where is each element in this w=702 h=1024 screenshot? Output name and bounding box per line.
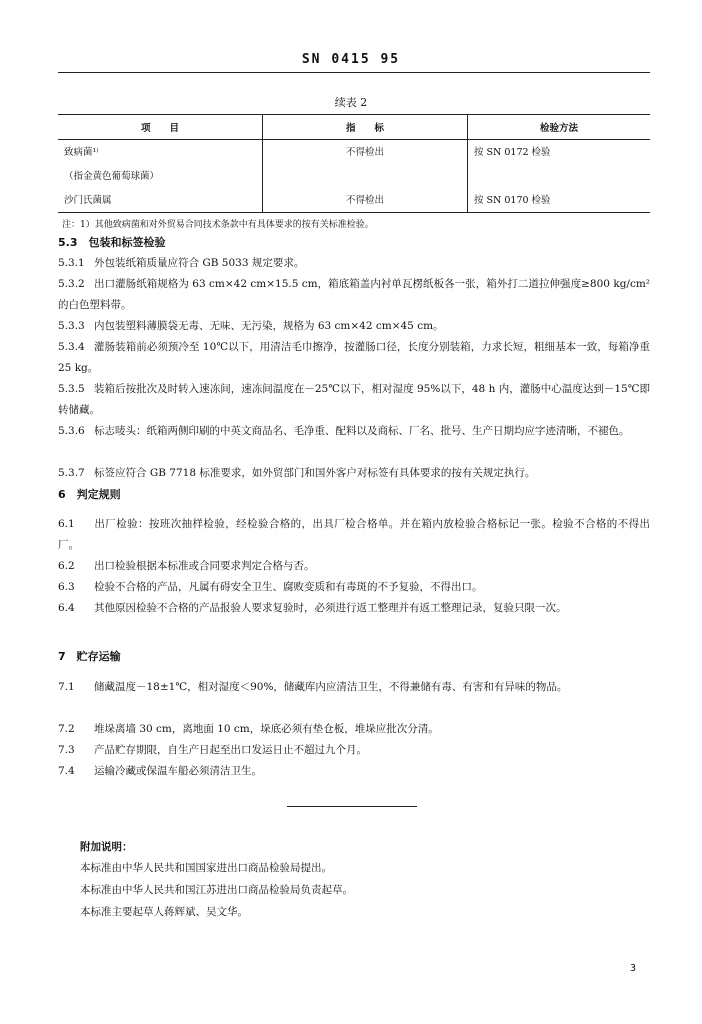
clause-text: 出口灌肠纸箱规格为 63 cm×42 cm×15.5 cm，箱底箱盖内衬单瓦楞纸板各一张，箱外打二道拉伸强度≥800 kg/cm² 的白色塑料带。 xyxy=(58,278,650,311)
clause-number: 6.3 xyxy=(58,581,75,593)
clause-6-4 xyxy=(58,598,650,619)
clause-5-3-7 xyxy=(58,463,650,484)
table-cell-method: 按 SN 0170 检验 xyxy=(468,188,651,213)
table-cell-spec xyxy=(263,164,468,188)
appendix-line: 本标准由中华人民共和国江苏进出口商品检验局负责起草。 xyxy=(80,884,353,896)
standard-code-header: SN 0415 95 xyxy=(301,52,401,67)
clause-text: 灌肠装箱前必须预冷至 10℃以下，用清洁毛巾擦净，按灌肠口径，长度分别装箱，力求长短，粗细基本一致，每箱净重 25 kg。 xyxy=(58,341,650,374)
clause-7-3 xyxy=(58,740,650,761)
clause-number: 6.4 xyxy=(58,602,75,614)
clause-number: 5.3.7 xyxy=(58,467,85,479)
clause-6-2 xyxy=(58,556,650,577)
clause-5-3-2 xyxy=(58,274,650,316)
clause-text: 标签应符合 GB 7718 标准要求，如外贸部门和国外客户对标签有具体要求的按有关规定执行。 xyxy=(94,467,536,479)
table-footnote: 注：1）其他致病菌和对外贸易合同技术条款中有具体要求的按有关标准检验。 xyxy=(62,220,374,230)
clause-7-2 xyxy=(58,719,650,740)
table-caption: 续表 2 xyxy=(334,96,368,109)
clause-number: 5.3.1 xyxy=(58,257,85,269)
end-of-standard-rule xyxy=(287,806,417,807)
clause-text: 其他原因检验不合格的产品报验人要求复验时，必须进行返工整理并有返工整理记录，复验只限一次。 xyxy=(94,602,567,614)
clause-number: 7.1 xyxy=(58,681,75,693)
appendix-line: 本标准主要起草人蒋辉斌、吴文华。 xyxy=(80,906,248,918)
clause-text: 储藏温度－18±1℃，相对湿度＜90%，储藏库内应清洁卫生，不得兼储有毒、有害和有异味的物品。 xyxy=(94,681,568,693)
clause-text: 出厂检验：按班次抽样检验，经检验合格的，出具厂检合格单。并在箱内放检验合格标记一张。检验不合格的不得出厂。 xyxy=(58,518,650,551)
clause-text: 外包装纸箱质量应符合 GB 5033 规定要求。 xyxy=(94,257,305,269)
clause-number: 6.2 xyxy=(58,560,75,572)
table-header-row xyxy=(58,115,650,140)
clause-number: 5.3.6 xyxy=(58,425,85,437)
clause-text: 堆垛离墙 30 cm，离地面 10 cm，垛底必须有垫仓板，堆垛应批次分清。 xyxy=(94,723,439,735)
clause-5-3-5 xyxy=(58,379,650,421)
clause-number: 5.3.3 xyxy=(58,320,85,332)
section-7-title: 7 贮存运输 xyxy=(58,650,121,663)
clause-number: 6.1 xyxy=(58,518,75,530)
clause-7-1 xyxy=(58,677,650,698)
table-cell-item: 致病菌¹⁾ xyxy=(64,147,99,158)
clause-number: 7.3 xyxy=(58,744,75,756)
clause-text: 出口检验根据本标准或合同要求判定合格与否。 xyxy=(94,560,315,572)
clause-number: 5.3.5 xyxy=(58,383,85,395)
section-6-title: 6 判定规则 xyxy=(58,488,121,501)
clause-number: 5.3.2 xyxy=(58,278,85,290)
clause-5-3-6 xyxy=(58,421,650,442)
clause-7-4 xyxy=(58,761,650,782)
column-header-method: 检验方法 xyxy=(468,115,651,140)
clause-number: 7.2 xyxy=(58,723,75,735)
appendix-title: 附加说明： xyxy=(80,841,133,853)
page-number: 3 xyxy=(630,963,637,974)
column-header-spec: 指 标 xyxy=(263,115,468,140)
table-cell-method xyxy=(468,164,651,188)
clause-6-3 xyxy=(58,577,650,598)
table-cell-item: （指金黄色葡萄球菌） xyxy=(64,171,160,182)
clause-5-3-3 xyxy=(58,316,650,337)
clause-text: 标志唛头：纸箱两侧印刷的中英文商品名、毛净重、配料以及商标、厂名、批号、生产日期均应字迹清晰，不褪色。 xyxy=(94,425,630,437)
appendix-line: 本标准由中华人民共和国国家进出口商品检验局提出。 xyxy=(80,862,332,874)
clause-text: 装箱后按批次及时转入速冻间，速冻间温度在－25℃以下，相对湿度 95%以下，48 h 内，灌肠中心温度达到－15℃即转储藏。 xyxy=(58,383,650,416)
table-cell-spec: 不得检出 xyxy=(263,140,468,165)
section-5-3-title: 5.3 包装和标签检验 xyxy=(58,236,166,249)
clause-6-1 xyxy=(58,514,650,556)
clause-text: 检验不合格的产品，凡属有碍安全卫生、腐败变质和有毒斑的不予复验，不得出口。 xyxy=(94,581,483,593)
column-header-item: 项 目 xyxy=(58,115,263,140)
header-rule xyxy=(58,72,650,73)
clause-5-3-4 xyxy=(58,337,650,379)
clause-number: 5.3.4 xyxy=(58,341,85,353)
clause-text: 运输冷藏或保温车船必须清洁卫生。 xyxy=(94,765,262,777)
table-row xyxy=(58,140,650,165)
clause-5-3-1 xyxy=(58,253,650,274)
table-cell-method: 按 SN 0172 检验 xyxy=(468,140,651,165)
spec-table xyxy=(58,114,650,213)
table-row xyxy=(58,188,650,213)
table-cell-spec: 不得检出 xyxy=(263,188,468,213)
table-row xyxy=(58,164,650,188)
clause-text: 内包装塑料薄膜袋无毒、无味、无污染，规格为 63 cm×42 cm×45 cm。 xyxy=(94,320,444,332)
clause-number: 7.4 xyxy=(58,765,75,777)
clause-text: 产品贮存期限，自生产日起至出口发运日止不超过九个月。 xyxy=(94,744,367,756)
table-cell-item: 沙门氏菌属 xyxy=(58,188,263,213)
